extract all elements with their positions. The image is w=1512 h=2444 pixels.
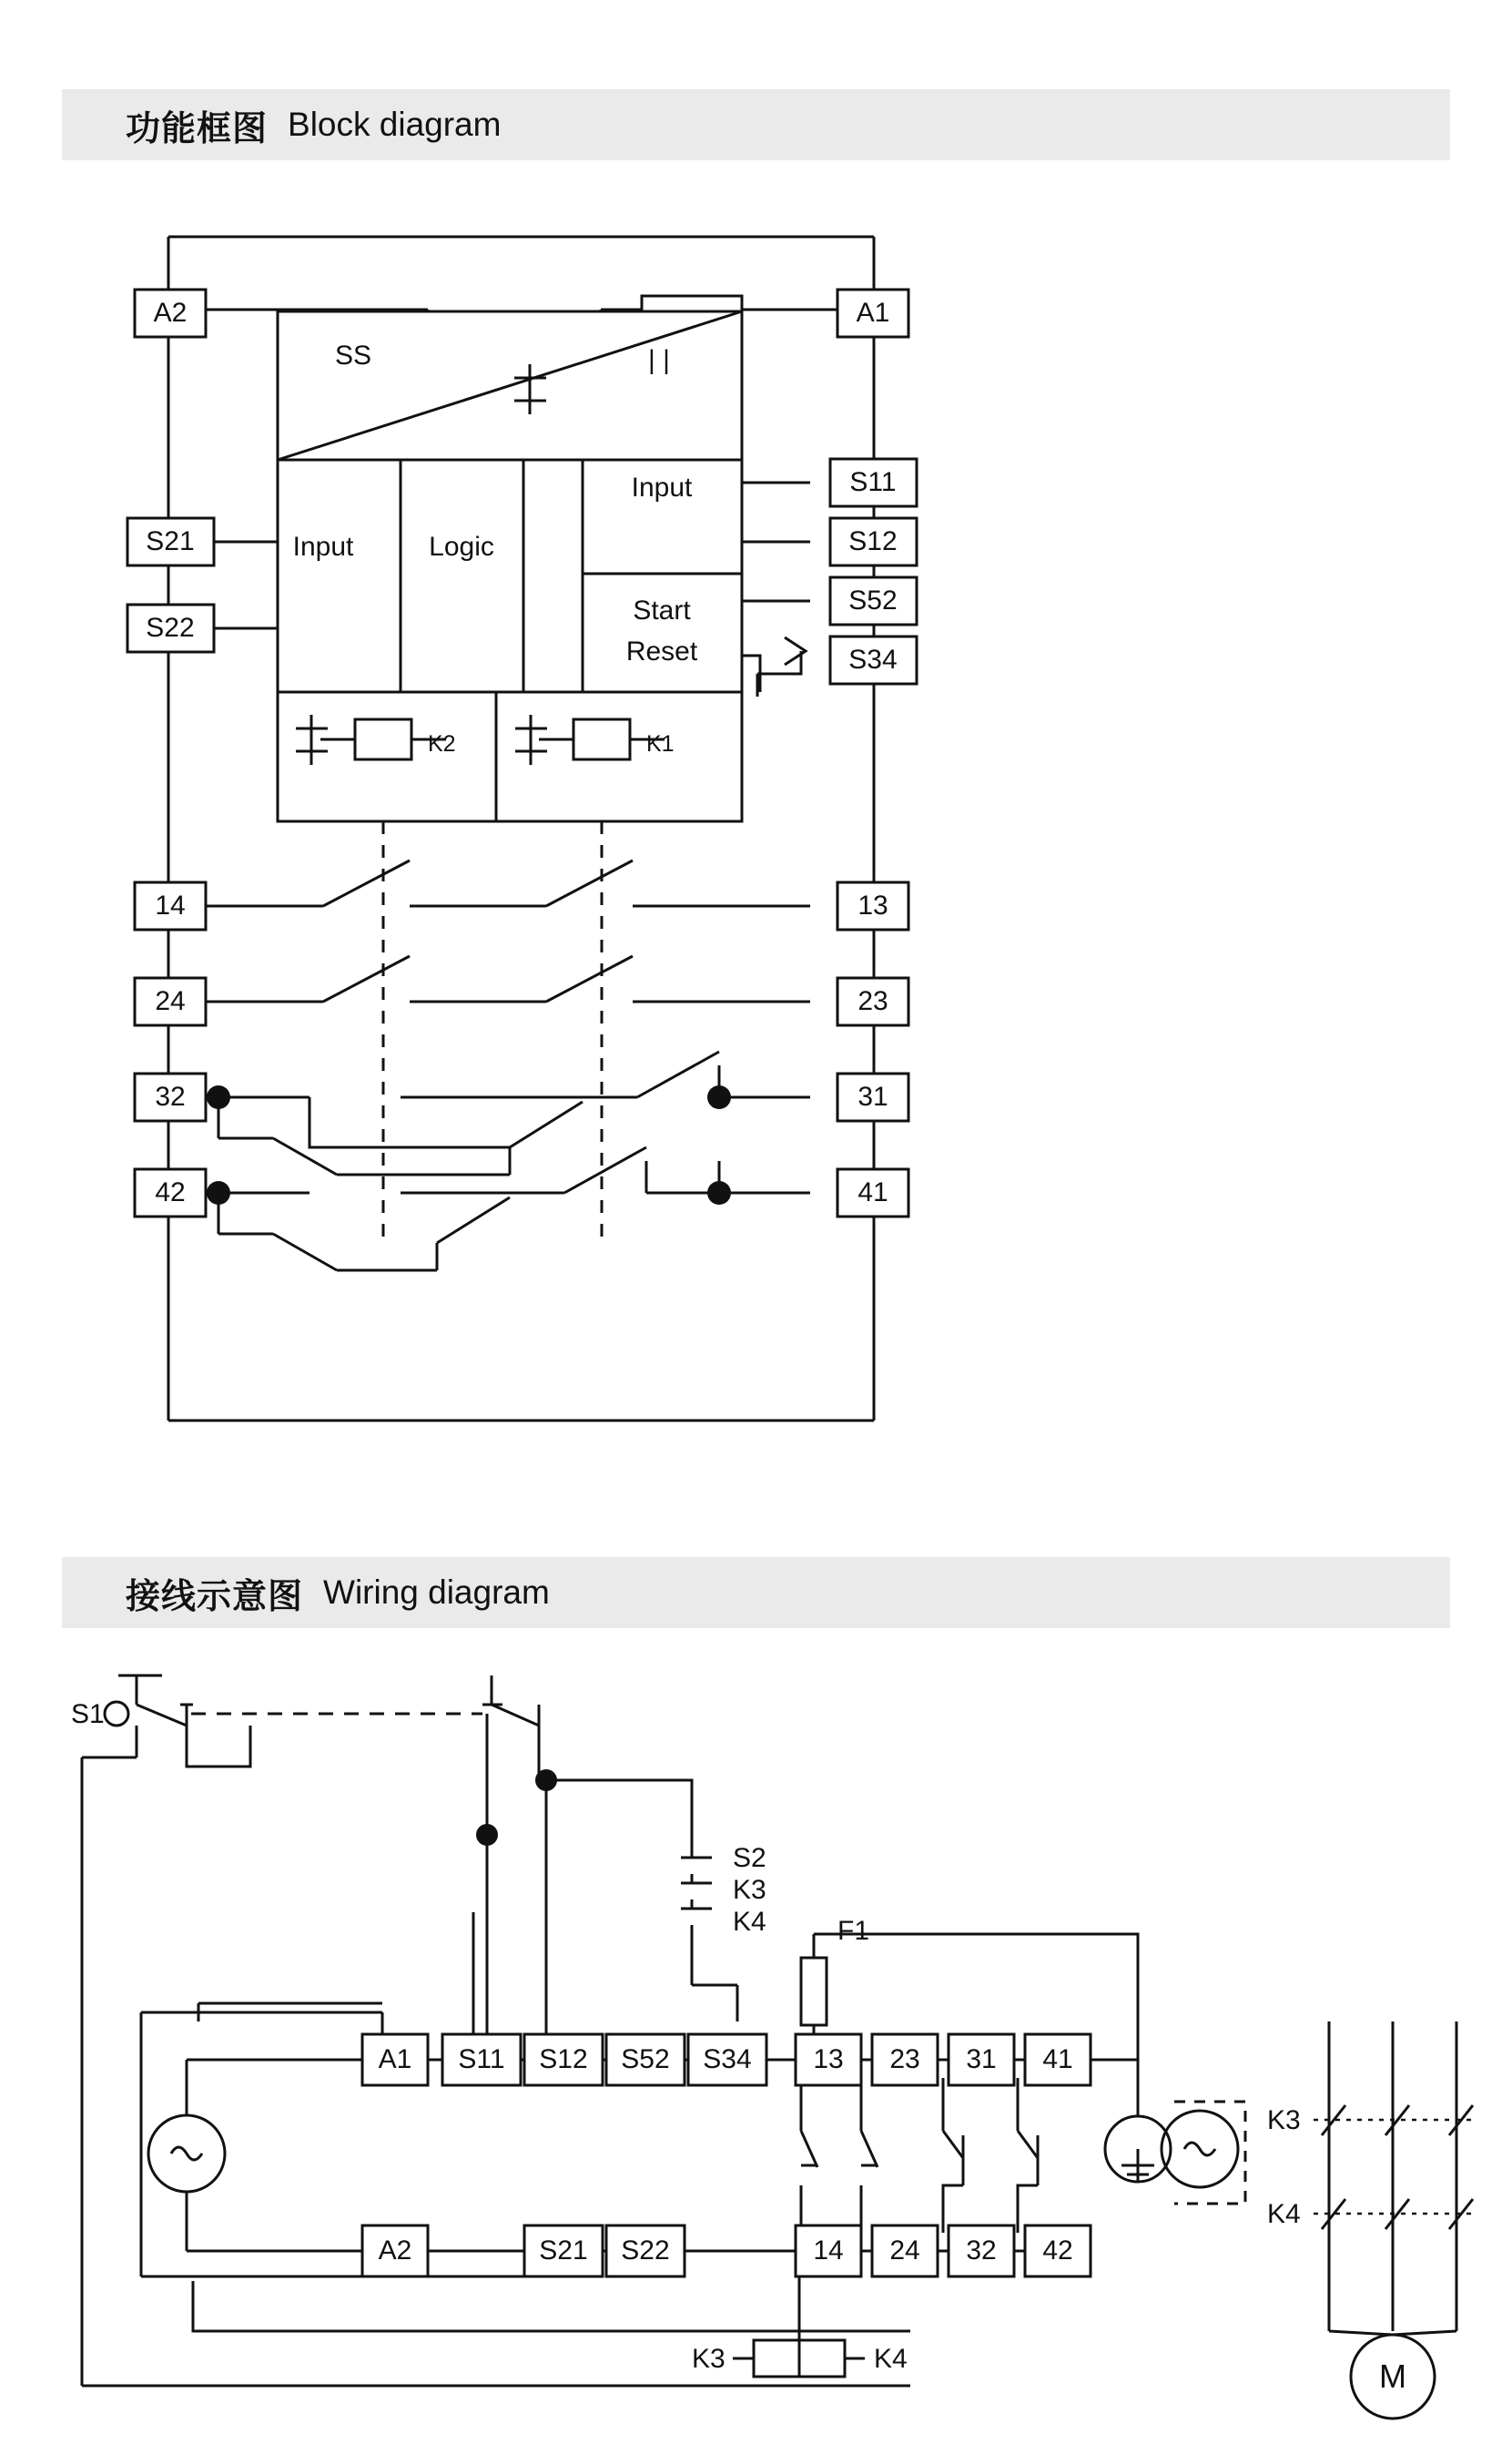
label-logic: Logic	[429, 532, 494, 562]
wiring-terminal-s34	[688, 2034, 766, 2085]
label-relay-k2: K2	[428, 731, 456, 757]
wiring-terminal-s22	[606, 2225, 685, 2276]
svg-text:S34: S34	[703, 2044, 752, 2074]
svg-text:41: 41	[1042, 2044, 1073, 2074]
earth-symbol-lines	[1121, 2149, 1154, 2182]
terminal-s12	[830, 518, 917, 565]
svg-text:S22: S22	[146, 613, 195, 643]
wiring-terminal-s52	[606, 2034, 685, 2085]
svg-text:32: 32	[966, 2235, 997, 2266]
terminal-a2	[135, 290, 206, 337]
terminal-13	[837, 882, 908, 930]
wiring-terminal-s11	[442, 2034, 521, 2085]
svg-text:31: 31	[857, 1082, 888, 1112]
svg-text:A2: A2	[378, 2235, 412, 2266]
svg-text:13: 13	[857, 891, 888, 921]
label-s1: S1	[71, 1699, 105, 1729]
svg-text:13: 13	[813, 2044, 844, 2074]
svg-text:S21: S21	[539, 2235, 588, 2266]
svg-text:32: 32	[155, 1082, 186, 1112]
svg-text:S12: S12	[539, 2044, 588, 2074]
label-motor: M	[1379, 2357, 1406, 2395]
svg-text:S21: S21	[146, 526, 195, 556]
wiring-terminal-13	[796, 2034, 861, 2085]
terminal-23	[837, 978, 908, 1025]
svg-text:42: 42	[1042, 2235, 1073, 2266]
section-title-en-wiring: Wiring diagram	[323, 1573, 550, 1611]
label-k3-contact: K3	[733, 1875, 766, 1905]
svg-text:24: 24	[155, 986, 186, 1016]
svg-text:S11: S11	[849, 467, 897, 497]
label-k3-right: K3	[1267, 2105, 1301, 2135]
svg-text:24: 24	[889, 2235, 920, 2266]
label-start: Start	[633, 596, 691, 626]
terminal-31	[837, 1074, 908, 1121]
section-header-block-diagram	[62, 89, 1450, 160]
svg-text:23: 23	[857, 986, 888, 1016]
wiring-terminal-s12	[524, 2034, 603, 2085]
label-k4-contact: K4	[733, 1907, 766, 1937]
svg-text:S52: S52	[848, 586, 898, 616]
wiring-terminal-a1	[362, 2034, 428, 2085]
wiring-top-terminals	[362, 2034, 1091, 2085]
label-k4-coil: K4	[874, 2344, 908, 2374]
wiring-diagram	[0, 1639, 1512, 2440]
svg-text:S34: S34	[848, 645, 898, 675]
wiring-terminal-31	[949, 2034, 1014, 2085]
wiring-terminal-23	[872, 2034, 938, 2085]
svg-text:42: 42	[155, 1177, 186, 1207]
block-diagram	[0, 182, 1512, 1530]
svg-text:S11: S11	[458, 2044, 505, 2074]
svg-text:14: 14	[813, 2235, 844, 2266]
terminal-s21	[127, 518, 214, 565]
label-k3-coil: K3	[692, 2344, 726, 2374]
section-title-cn-wiring: 接线示意图	[126, 1575, 304, 1616]
section-header-wiring-diagram	[62, 1557, 1450, 1628]
terminal-14	[135, 882, 206, 930]
svg-text:31: 31	[966, 2044, 997, 2074]
section-title-cn: 功能框图	[126, 107, 269, 148]
svg-text:S12: S12	[848, 526, 898, 556]
wiring-terminal-s21	[524, 2225, 603, 2276]
wiring-terminal-14	[796, 2225, 861, 2276]
terminal-42	[135, 1169, 206, 1217]
svg-text:S22: S22	[621, 2235, 670, 2266]
terminal-s22	[127, 605, 214, 652]
terminal-32	[135, 1074, 206, 1121]
reset-arrow-icon	[757, 637, 806, 674]
terminal-24	[135, 978, 206, 1025]
svg-text:A1: A1	[378, 2044, 412, 2074]
terminal-41	[837, 1169, 908, 1217]
svg-text:S52: S52	[621, 2044, 670, 2074]
wiring-terminal-42	[1025, 2225, 1091, 2276]
svg-text:41: 41	[857, 1177, 888, 1207]
supply-mark: SS	[335, 341, 372, 371]
svg-text:A2: A2	[153, 298, 188, 328]
terminal-s34	[830, 636, 917, 684]
wiring-terminal-24	[872, 2225, 938, 2276]
label-input-left: Input	[292, 532, 354, 562]
svg-text:A1: A1	[856, 298, 890, 328]
terminal-a1	[837, 290, 908, 337]
wiring-terminal-41	[1025, 2034, 1091, 2085]
s1-actuator	[118, 1675, 162, 1705]
label-k4-right: K4	[1267, 2199, 1301, 2229]
label-s2: S2	[733, 1843, 766, 1873]
terminal-s52	[830, 577, 917, 625]
label-f1: F1	[837, 1916, 870, 1946]
section-title-en: Block diagram	[288, 106, 502, 143]
label-reset: Reset	[625, 636, 698, 667]
output-mark: | |	[648, 345, 670, 375]
wiring-terminal-a2	[362, 2225, 428, 2276]
wiring-terminal-32	[949, 2225, 1014, 2276]
label-relay-k1: K1	[646, 731, 675, 757]
svg-text:14: 14	[155, 891, 186, 921]
left-terminals	[127, 290, 214, 1217]
label-input-right: Input	[631, 473, 693, 503]
svg-text:23: 23	[889, 2044, 920, 2074]
terminal-s11	[830, 459, 917, 506]
